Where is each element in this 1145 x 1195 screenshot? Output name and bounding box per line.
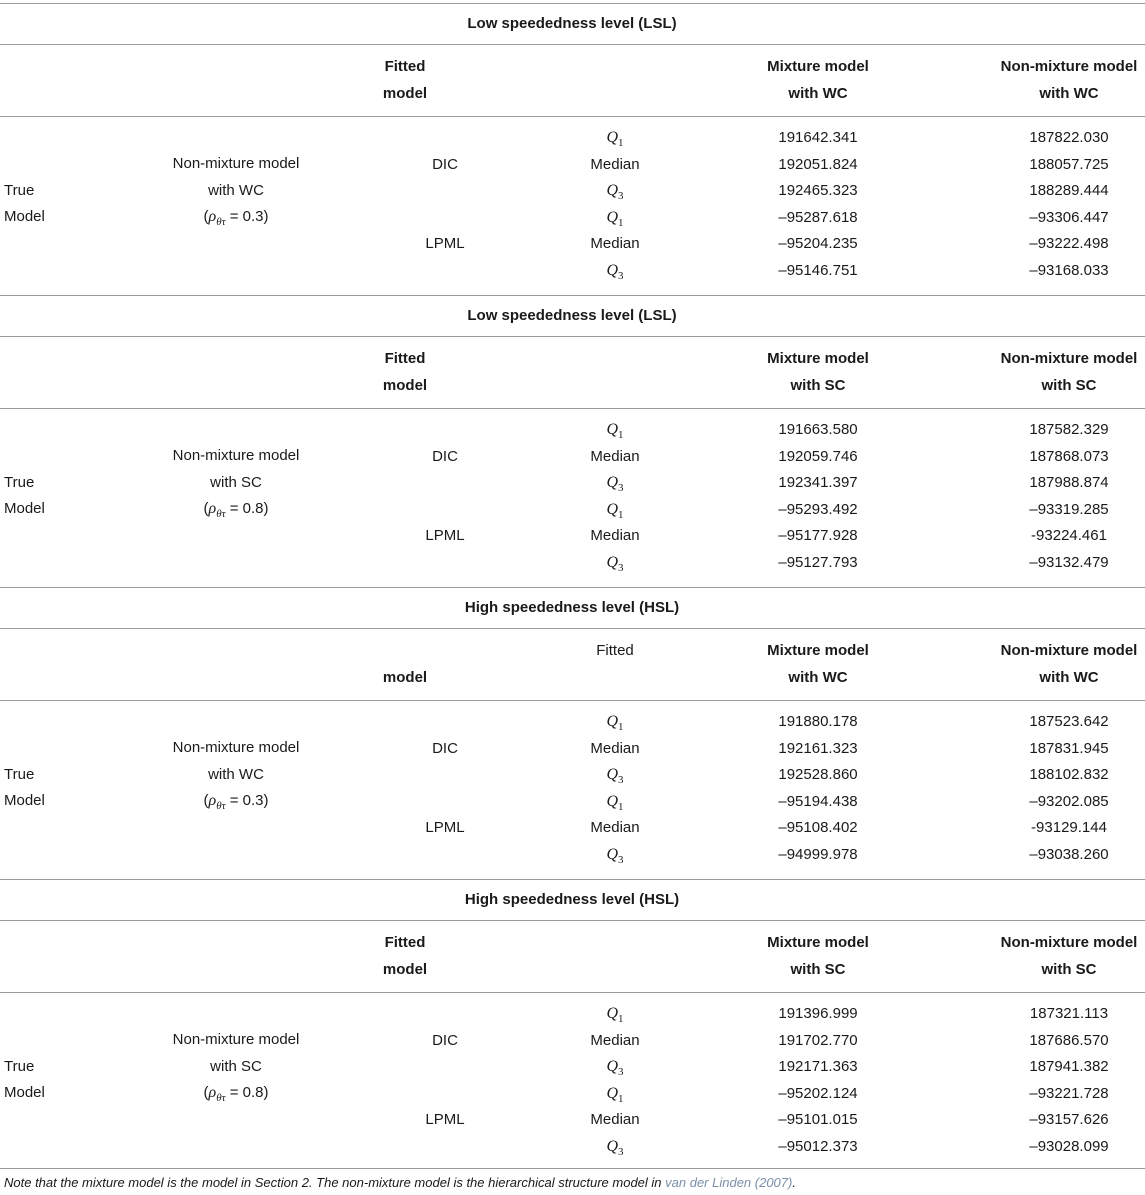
statistic-label — [606, 713, 623, 736]
statistic-label — [606, 1085, 623, 1108]
column-header-non-mixture: with WC — [1039, 85, 1099, 102]
quartile-symbol: $Q_1$ — [606, 129, 624, 150]
true-model-label: True — [4, 766, 35, 783]
value-mixture: 191663.580 — [778, 421, 858, 438]
value-non-mixture: 187868.073 — [1029, 447, 1109, 465]
true-model-label: True — [4, 1058, 35, 1075]
value-non-mixture: 187582.329 — [1029, 421, 1109, 438]
column-header-non-mixture: with WC — [1039, 669, 1099, 686]
section-title-rule — [0, 920, 1145, 921]
true-model-label: Model — [4, 1084, 45, 1101]
section-title: Low speededness level (LSL) — [467, 15, 677, 32]
column-header-mixture: Mixture model — [767, 58, 869, 75]
quartile-symbol: $Q_1$ — [606, 1084, 624, 1105]
section-title: Low speededness level (LSL) — [467, 307, 677, 324]
table-bottom-rule — [0, 1168, 1145, 1169]
value-mixture: –95293.492 — [778, 500, 858, 518]
value-mixture: –95108.402 — [778, 819, 858, 836]
true-model-name: Non-mixture model — [172, 447, 300, 464]
value-non-mixture: 187523.642 — [1029, 713, 1109, 730]
statistic-label — [606, 1005, 623, 1028]
quartile-symbol: $Q_3$ — [606, 845, 624, 866]
quartile-symbol: $Q_1$ — [606, 1005, 624, 1026]
statistic-label: Median — [590, 447, 640, 465]
column-header-mixture: with SC — [790, 377, 846, 394]
section-title-rule — [0, 44, 1145, 45]
column-header-mixture: Mixture model — [767, 642, 869, 659]
true-model-correlation: $(\rho_{\theta\tau} = 0.8)$ — [203, 1084, 269, 1105]
true-model-label: Model — [4, 792, 45, 809]
value-non-mixture: –93306.447 — [1029, 208, 1109, 226]
value-mixture: –95012.373 — [778, 1137, 858, 1155]
fit-measure-label: LPML — [425, 819, 465, 836]
value-mixture: –95127.793 — [778, 553, 858, 571]
statistic-label: Median — [590, 527, 640, 544]
fit-measure-label: DIC — [432, 155, 458, 173]
column-header-non-mixture: Non-mixture model — [1000, 642, 1138, 659]
fit-measure-label: DIC — [432, 447, 458, 465]
true-model-label: Model — [4, 500, 45, 517]
true-model-name: Non-mixture model — [172, 739, 300, 756]
statistic-label — [606, 793, 623, 816]
true-model-name: with WC — [208, 766, 264, 783]
value-non-mixture: 188102.832 — [1029, 766, 1109, 783]
true-model-name: with SC — [210, 474, 262, 491]
value-non-mixture: 187321.113 — [1029, 1005, 1109, 1022]
column-header-non-mixture: Non-mixture model — [1000, 58, 1138, 75]
value-mixture: 192171.363 — [778, 1058, 858, 1075]
value-mixture: 192341.397 — [778, 474, 858, 491]
value-non-mixture: –93319.285 — [1029, 500, 1109, 518]
statistic-label: Median — [590, 155, 640, 173]
true-model-correlation: $(\rho_{\theta\tau} = 0.3)$ — [203, 792, 269, 813]
header-rule — [0, 700, 1145, 701]
statistic-label: Median — [590, 1111, 640, 1128]
value-non-mixture: –93132.479 — [1029, 553, 1109, 571]
statistic-label: Median — [590, 819, 640, 836]
fit-measure-label: LPML — [425, 1111, 465, 1128]
quartile-symbol: $Q_3$ — [606, 474, 624, 495]
column-header-mixture: with WC — [788, 669, 848, 686]
header-rule — [0, 116, 1145, 117]
statistic-label — [606, 766, 623, 789]
quartile-symbol: $Q_1$ — [606, 792, 624, 813]
note-suffix: . — [792, 1175, 796, 1190]
statistic-label: Median — [590, 235, 640, 252]
section-title-rule — [0, 336, 1145, 337]
true-model-correlation: $(\rho_{\theta\tau} = 0.8)$ — [203, 500, 269, 521]
value-mixture: –95194.438 — [778, 792, 858, 810]
statistic-label — [606, 129, 623, 152]
quartile-symbol: $Q_3$ — [606, 182, 624, 203]
value-non-mixture: -93129.144 — [1031, 819, 1107, 836]
fit-measure-label: DIC — [432, 739, 458, 757]
value-mixture: 192161.323 — [778, 739, 858, 757]
value-mixture: –95146.751 — [778, 261, 858, 279]
quartile-symbol: $Q_1$ — [606, 713, 624, 734]
fit-measure-label: LPML — [425, 527, 465, 544]
value-non-mixture: 188289.444 — [1029, 182, 1109, 199]
header-rule — [0, 992, 1145, 993]
fit-measure-label: DIC — [432, 1031, 458, 1049]
column-header-non-mixture: Non-mixture model — [1000, 350, 1138, 367]
value-non-mixture: -93224.461 — [1031, 527, 1107, 544]
value-mixture: 191396.999 — [778, 1005, 858, 1022]
section-top-rule — [0, 587, 1145, 588]
value-non-mixture: 187686.570 — [1029, 1031, 1109, 1049]
value-mixture: –95204.235 — [778, 235, 858, 252]
value-non-mixture: 187988.874 — [1029, 474, 1109, 491]
value-non-mixture: 187822.030 — [1029, 129, 1109, 146]
statistic-label: Median — [590, 739, 640, 757]
column-header-mixture: with SC — [790, 961, 846, 978]
true-model-name: Non-mixture model — [172, 155, 300, 172]
note-reference-link[interactable]: van der Linden (2007) — [665, 1175, 793, 1190]
value-non-mixture: 187941.382 — [1029, 1058, 1109, 1075]
true-model-correlation: $(\rho_{\theta\tau} = 0.3)$ — [203, 208, 269, 229]
value-non-mixture: –93038.260 — [1029, 845, 1109, 863]
true-model-label: Model — [4, 208, 45, 225]
quartile-symbol: $Q_3$ — [606, 766, 624, 787]
fit-measure-label: LPML — [425, 235, 465, 252]
statistic-label — [606, 846, 623, 869]
fitted-label: model — [382, 377, 428, 394]
fitted-label: Fitted — [384, 58, 426, 75]
value-mixture: –95177.928 — [778, 527, 858, 544]
statistic-label: Median — [590, 1031, 640, 1049]
value-mixture: –95287.618 — [778, 208, 858, 226]
statistic-label — [606, 262, 623, 285]
value-non-mixture: –93221.728 — [1029, 1084, 1109, 1102]
true-model-label: True — [4, 474, 35, 491]
column-header-mixture: Mixture model — [767, 934, 869, 951]
column-header-non-mixture: with SC — [1041, 961, 1097, 978]
fitted-label: Fitted — [384, 350, 426, 367]
true-model-name: Non-mixture model — [172, 1031, 300, 1048]
value-non-mixture: 187831.945 — [1029, 739, 1109, 757]
header-rule — [0, 408, 1145, 409]
column-header-non-mixture: Non-mixture model — [1000, 934, 1138, 951]
quartile-symbol: $Q_1$ — [606, 500, 624, 521]
fitted-label: Fitted — [384, 934, 426, 951]
value-non-mixture: –93028.099 — [1029, 1137, 1109, 1155]
value-mixture: 191880.178 — [778, 713, 858, 730]
value-mixture: 192051.824 — [778, 155, 858, 173]
statistic-label — [606, 182, 623, 205]
fitted-label: model — [382, 669, 428, 686]
statistic-label — [606, 1138, 623, 1161]
table-footnote — [4, 1175, 796, 1191]
quartile-symbol: $Q_1$ — [606, 208, 624, 229]
value-mixture: 192465.323 — [778, 182, 858, 199]
fitted-label: model — [382, 85, 428, 102]
value-mixture: 191642.341 — [778, 129, 858, 146]
true-model-name: with WC — [208, 182, 264, 199]
section-top-rule — [0, 3, 1145, 4]
fitted-label: Fitted — [596, 642, 634, 659]
quartile-symbol: $Q_3$ — [606, 1137, 624, 1158]
section-top-rule — [0, 879, 1145, 880]
value-mixture: 192059.746 — [778, 447, 858, 465]
value-non-mixture: 188057.725 — [1029, 155, 1109, 173]
statistic-label — [606, 474, 623, 497]
value-non-mixture: –93168.033 — [1029, 261, 1109, 279]
true-model-name: with SC — [210, 1058, 262, 1075]
value-mixture: 192528.860 — [778, 766, 858, 783]
value-mixture: –94999.978 — [778, 845, 858, 863]
statistic-label — [606, 421, 623, 444]
value-mixture: –95202.124 — [778, 1084, 858, 1102]
value-non-mixture: –93202.085 — [1029, 792, 1109, 810]
section-title-rule — [0, 628, 1145, 629]
fitted-label: model — [382, 961, 428, 978]
true-model-label: True — [4, 182, 35, 199]
column-header-non-mixture: with SC — [1041, 377, 1097, 394]
statistic-label — [606, 209, 623, 232]
quartile-symbol: $Q_3$ — [606, 1058, 624, 1079]
quartile-symbol: $Q_1$ — [606, 421, 624, 442]
value-non-mixture: –93157.626 — [1029, 1111, 1109, 1128]
value-non-mixture: –93222.498 — [1029, 235, 1109, 252]
value-mixture: –95101.015 — [778, 1111, 858, 1128]
quartile-symbol: $Q_3$ — [606, 553, 624, 574]
column-header-mixture: Mixture model — [767, 350, 869, 367]
note-text: Note that the mixture model is the model in Section 2. The non-mixture model is the hierarchical structure model in — [4, 1175, 666, 1190]
quartile-symbol: $Q_3$ — [606, 261, 624, 282]
section-top-rule — [0, 295, 1145, 296]
statistic-label — [606, 501, 623, 524]
statistic-label — [606, 554, 623, 577]
value-mixture: 191702.770 — [778, 1031, 858, 1049]
statistic-label — [606, 1058, 623, 1081]
section-title: High speededness level (HSL) — [464, 599, 680, 616]
section-title: High speededness level (HSL) — [464, 891, 680, 908]
column-header-mixture: with WC — [788, 85, 848, 102]
